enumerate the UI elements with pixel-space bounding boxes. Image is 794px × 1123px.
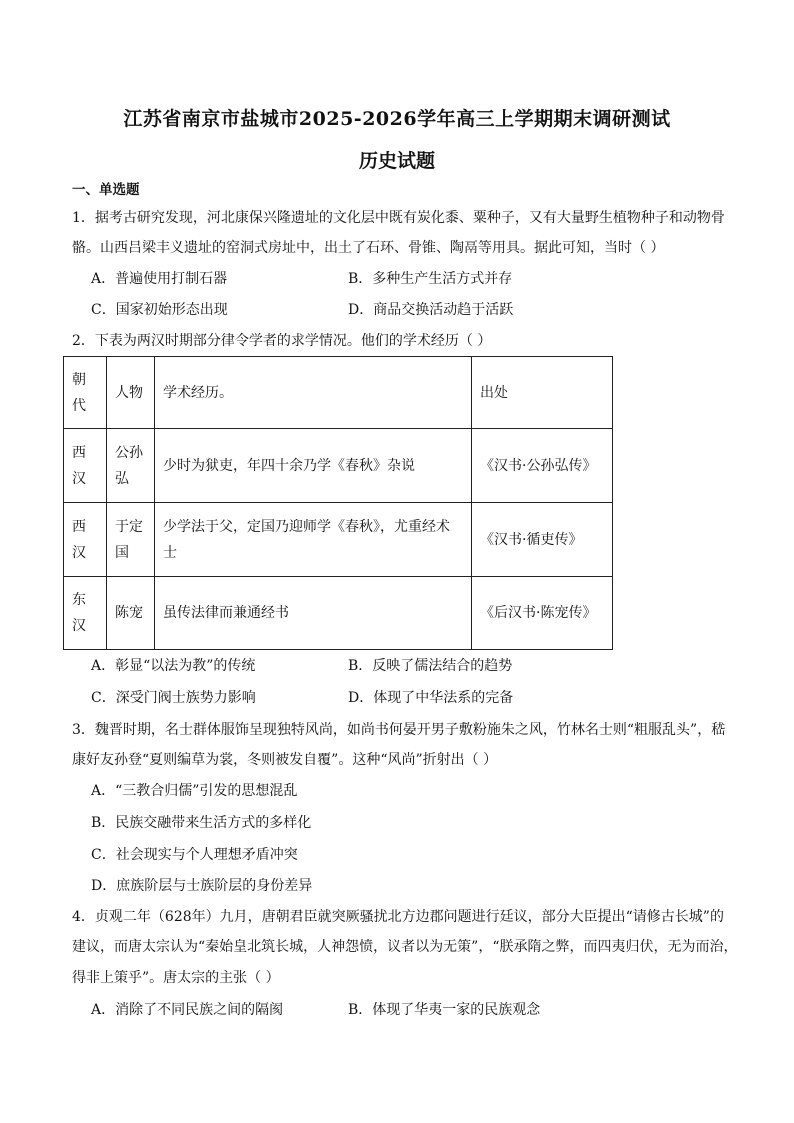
table-cell: 《后汉书·陈宠传》 — [472, 577, 613, 650]
section-heading: 一、单选题 — [72, 182, 140, 198]
table-row — [64, 503, 613, 577]
question-4-line-3: 得非上策乎”。唐太宗的主张（ ） — [72, 970, 280, 986]
table-cell: 《汉书·公孙弘传》 — [472, 429, 613, 503]
table-row — [64, 577, 613, 650]
question-1-line-2: 骼。山西吕梁丰义遗址的窑洞式房址中，出土了石环、骨锥、陶鬲等用具。据此可知，当时（ ） — [72, 240, 665, 256]
question-1-line-1: 1．据考古研究发现，河北康保兴隆遗址的文化层中既有炭化黍、粟种子，又有大量野生植物种子和动物骨 — [72, 210, 725, 226]
table-cell: 东 汉 — [64, 577, 107, 650]
table-cell: 虽传法律而兼通经书 — [155, 577, 472, 650]
question-2-option-a: A．彰显“以法为教”的传统 — [91, 658, 256, 674]
table-header-cell: 朝 代 — [64, 357, 107, 429]
question-1-option-d: D．商品交换活动趋于活跃 — [348, 302, 514, 318]
question-1-option-c: C．国家初始形态出现 — [91, 302, 228, 318]
question-2-option-b: B．反映了儒法结合的趋势 — [348, 658, 513, 674]
question-4-option-b: B．体现了华夷一家的民族观念 — [348, 1002, 541, 1018]
question-1-option-b: B．多种生产生活方式并存 — [348, 271, 513, 287]
question-3-option-a: A．“三教合归儒”引发的思想混乱 — [91, 783, 298, 799]
table-header-cell: 学术经历。 — [155, 357, 472, 429]
question-4-option-a: A．消除了不同民族之间的隔阂 — [91, 1002, 284, 1018]
table-cell: 《汉书·循吏传》 — [472, 503, 613, 577]
document-title: 江苏省南京市盐城市2025-2026学年高三上学期期末调研测试 — [123, 108, 671, 130]
table-cell: 西 汉 — [64, 503, 107, 577]
question-4-line-2: 建议，而唐太宗认为“秦始皇北筑长城，人神怨愤，议者以为无策”，“朕承隋之弊，而四夷归伏，无为而治， — [72, 939, 738, 955]
table-cell: 陈宠 — [107, 577, 155, 650]
table-cell: 公孙 弘 — [107, 429, 155, 503]
document-subtitle: 历史试题 — [358, 150, 435, 172]
law-scholars-table — [63, 356, 613, 650]
table-cell: 于定 国 — [107, 503, 155, 577]
question-3-option-d: D．庶族阶层与士族阶层的身份差异 — [91, 878, 313, 894]
table-cell: 少时为狱吏，年四十余乃学《春秋》杂说 — [155, 429, 472, 503]
table-header-cell: 人物 — [107, 357, 155, 429]
table-cell: 西 汉 — [64, 429, 107, 503]
question-3-line-2: 康好友孙登“夏则编草为裳，冬则被发自覆”。这种“风尚”折射出（ ） — [72, 752, 498, 768]
table-cell: 少学法于父，定国乃迎师学《春秋》，尤重经术士 — [155, 503, 472, 577]
question-2-option-c: C．深受门阀士族势力影响 — [91, 690, 256, 706]
table-row — [64, 429, 613, 503]
question-3-line-1: 3．魏晋时期，名士群体服饰呈现独特风尚，如尚书何晏开男子敷粉施朱之风，竹林名士则“粗服乱头”，嵇 — [72, 722, 726, 738]
question-2-line-1: 2．下表为两汉时期部分律令学者的求学情况。他们的学术经历（ ） — [72, 333, 492, 349]
table-header-row — [64, 357, 613, 429]
table-header-cell: 出处 — [472, 357, 613, 429]
question-4-line-1: 4．贞观二年（628年）九月，唐朝君臣就突厥骚扰北方边郡问题进行廷议，部分大臣提出“请修古长城”的 — [72, 909, 724, 925]
question-3-option-b: B．民族交融带来生活方式的多样化 — [91, 815, 312, 831]
question-1-option-a: A．普遍使用打制石器 — [91, 271, 228, 287]
question-3-option-c: C．社会现实与个人理想矛盾冲突 — [91, 847, 298, 863]
question-2-option-d: D．体现了中华法系的完备 — [348, 690, 514, 706]
